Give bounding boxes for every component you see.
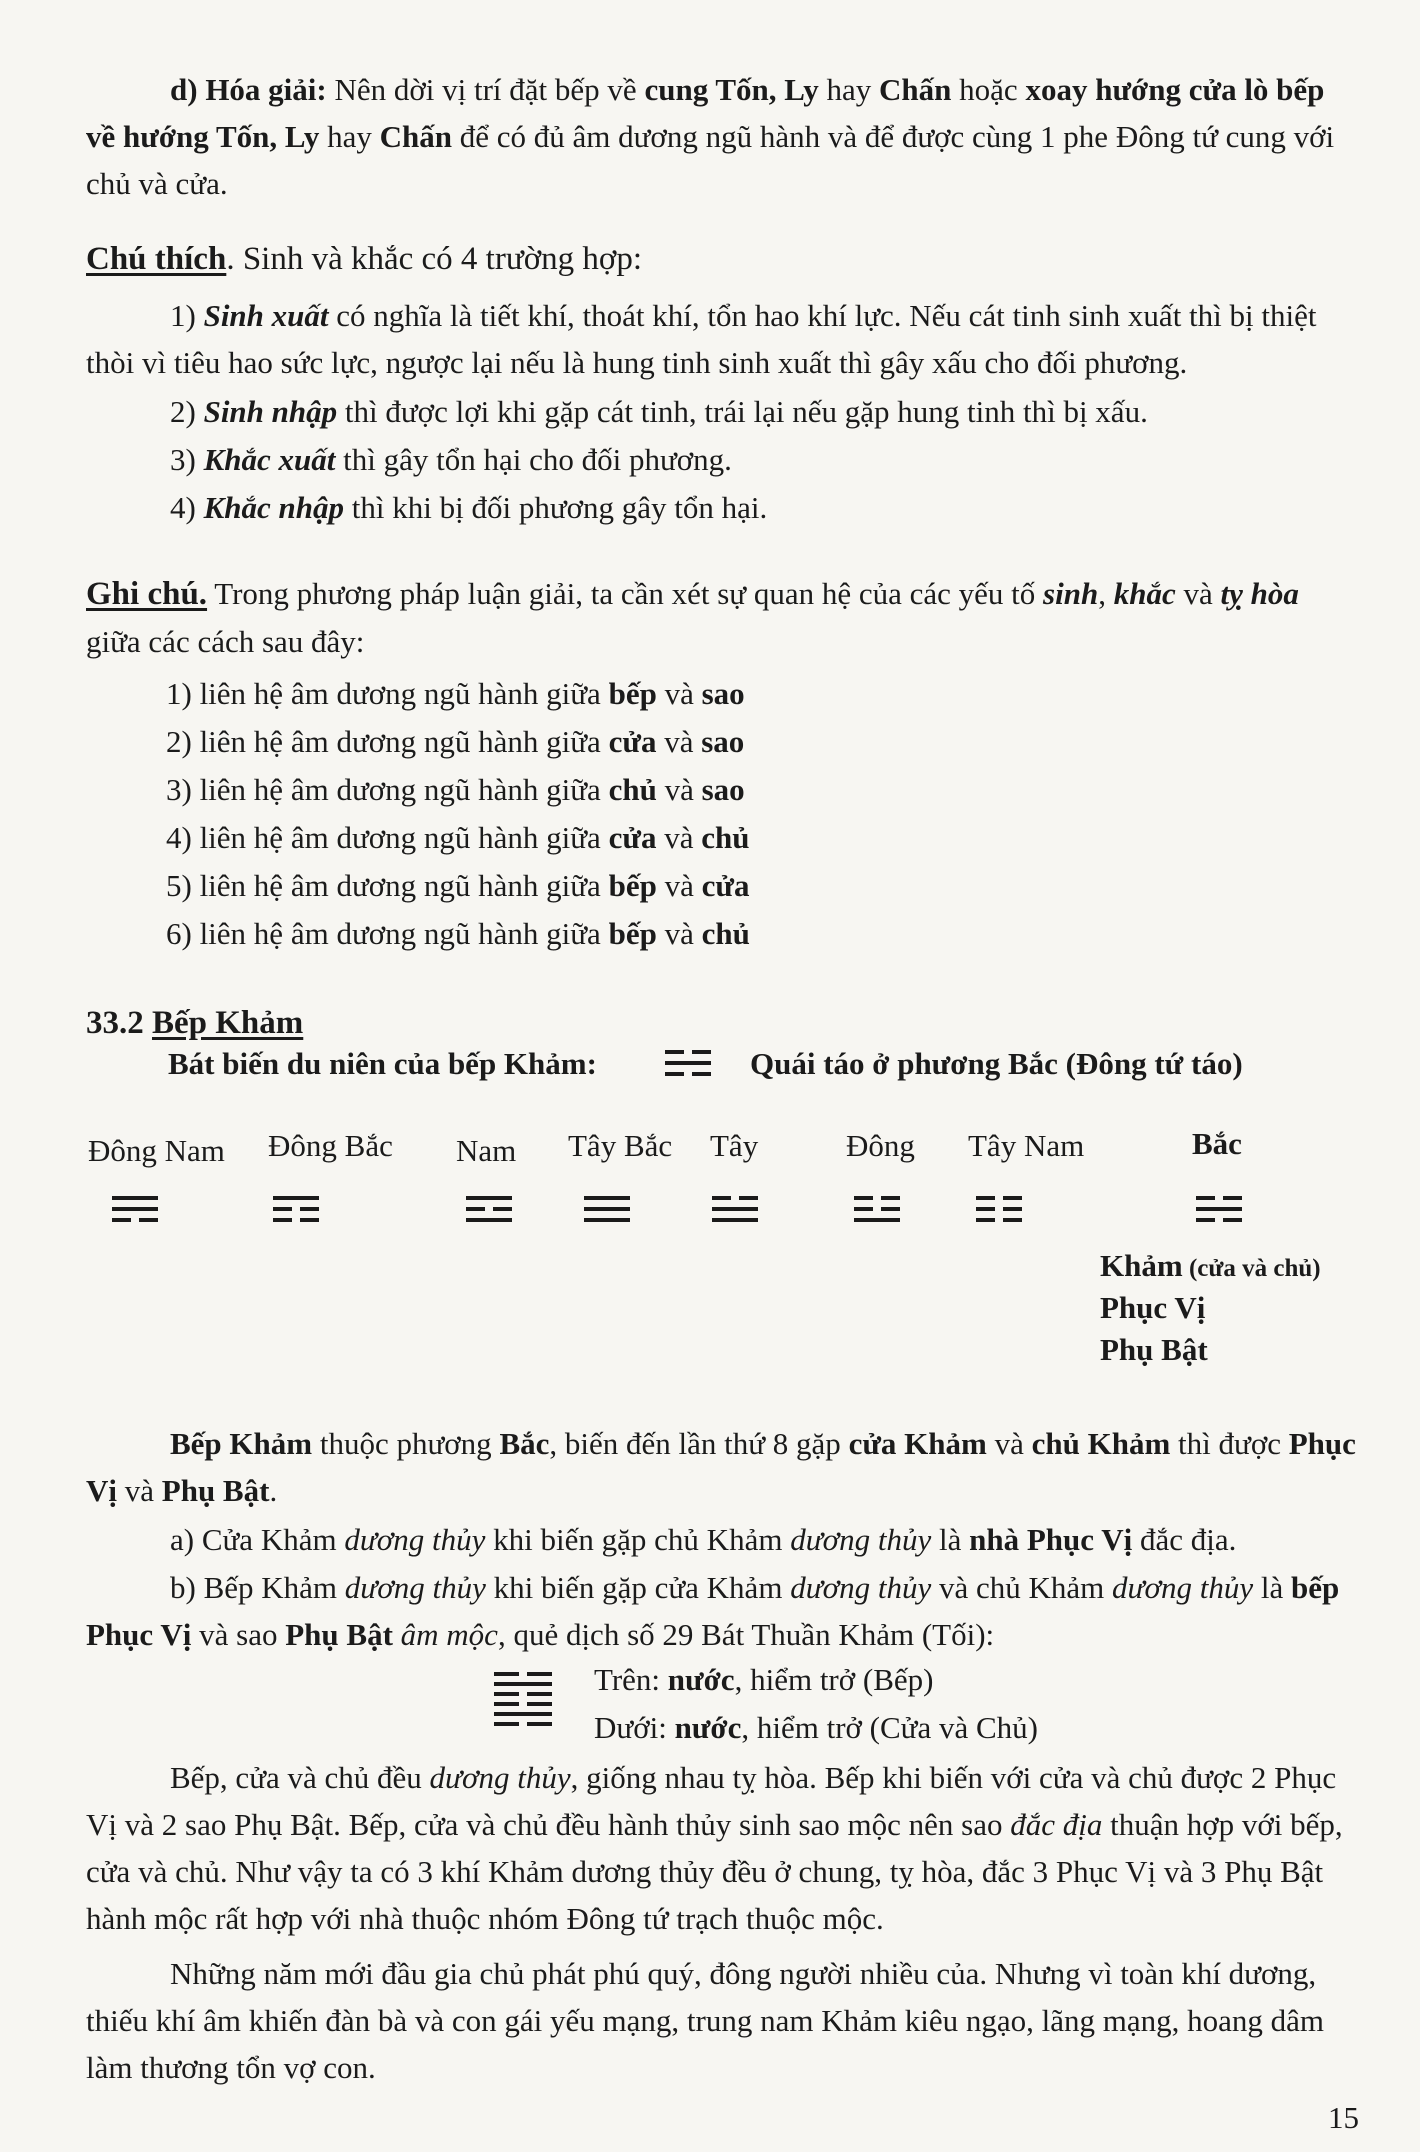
conclusion-paragraph: Những năm mới đầu gia chủ phát phú quý, đông người nhiều của. Nhưng vì toàn khí dương, thiếu khí âm khiến đàn bà và con gái yếu mạng, trung nam Khảm kiêu ngạo, lãng mạng, hoang dâm làm thương tổn vợ con. [86, 1956, 1324, 2085]
text: Bắc [499, 1426, 550, 1461]
text: bếp [608, 676, 657, 711]
direction-label: Tây [710, 1128, 759, 1163]
text: Trên: [594, 1662, 668, 1697]
text: sao [701, 724, 745, 759]
text: thuận hợp với bếp, cửa và chủ. Như vậy ta có 3 khí Khảm dương thủy đều ở chung, tỵ hòa, đắc 3 Phục Vị và 3 Phụ Bật hành mộc rất hợp với nhà thuộc nhóm Đông tứ trạch thuộc mộc. [86, 1807, 1343, 1936]
text: và [656, 676, 702, 711]
text: và sao [191, 1617, 286, 1652]
direction-label: Đông Nam [88, 1133, 225, 1168]
text: Phục Vị [86, 1426, 1356, 1508]
item-a [86, 1516, 1356, 1563]
text: dương thủy [790, 1522, 932, 1557]
text: Khảm [1100, 1248, 1183, 1283]
text: và [656, 820, 702, 855]
hoa-giai-label: d) Hóa giải: [170, 72, 327, 107]
item-b [86, 1564, 1356, 1658]
text: khi biến gặp cửa Khảm [485, 1570, 791, 1605]
text [393, 1617, 401, 1652]
text: Dưới: [594, 1710, 675, 1745]
text: dương thủy [1112, 1570, 1254, 1605]
hexagram-top-label [594, 1660, 933, 1700]
text: tỵ hòa [1220, 576, 1299, 611]
text: khi biến gặp chủ Khảm [485, 1522, 791, 1557]
text: cung Tốn, Ly [644, 72, 819, 107]
text: hay [319, 119, 380, 154]
section-heading [86, 1000, 1356, 1047]
direction-label: Đông Bắc [268, 1128, 393, 1163]
text: sao [701, 676, 745, 711]
text: bếp [608, 868, 657, 903]
text: và [656, 868, 702, 903]
text: , [1098, 576, 1114, 611]
chu-thich-heading [86, 236, 1356, 283]
chu-thich-item-1 [86, 292, 1356, 386]
text: . [269, 1473, 278, 1508]
text: có nghĩa là tiết khí, thoát khí, tổn hao khí lực. Nếu cát tinh sinh xuất thì bị thiệt thòi vì tiêu hao sức lực, ngược lại nếu là hung tinh sinh xuất thì gây xấu cho đối phương. [86, 298, 1317, 380]
ghi-chu-item [86, 718, 1420, 765]
text: 4) liên hệ âm dương ngũ hành giữa [166, 820, 609, 855]
text: và chủ Khảm [931, 1570, 1113, 1605]
bep-khan-paragraph [86, 1420, 1356, 1514]
text: Phụ Bật [1100, 1332, 1208, 1367]
text: là [1253, 1570, 1291, 1605]
chu-thich-item-4 [86, 484, 1356, 531]
text: Bát biến du niên của bếp Khảm: [168, 1046, 597, 1081]
text: thì được [1170, 1426, 1289, 1461]
text: Phục Vị [1100, 1290, 1206, 1325]
text: Bếp, cửa và chủ đều [170, 1760, 430, 1795]
text: , giống nhau tỵ hòa. Bếp khi biến với cửa và chủ được 2 Phục Vị và 2 sao Phụ Bật. Bếp, cửa và chủ đều hành thủy sinh sao mộc nên sao [86, 1760, 1337, 1842]
text: b) Bếp Khảm [170, 1570, 345, 1605]
text: thì được lợi khi gặp cát tinh, trái lại nếu gặp hung tinh thì bị xấu. [337, 394, 1148, 429]
text: chủ Khảm [1031, 1426, 1171, 1461]
text: (cửa và chủ) [1182, 1255, 1321, 1282]
text: đắc địa. [1132, 1522, 1237, 1557]
text: chủ [608, 772, 657, 807]
ghi-chu-title: Ghi chú. [86, 576, 208, 612]
text: thì gây tổn hại cho đối phương. [335, 442, 732, 477]
chu-thich-intro: . Sinh và khắc có 4 trường hợp: [226, 241, 643, 277]
text: Bắc [1192, 1126, 1242, 1161]
term: Khắc xuất [203, 442, 336, 477]
text: và [117, 1473, 162, 1508]
text: chủ [701, 916, 750, 951]
text: , biến đến lần thứ 8 gặp [549, 1426, 849, 1461]
direction-label: Tây Bắc [568, 1128, 673, 1163]
chu-thich-item-3 [86, 436, 1356, 483]
text: 2) liên hệ âm dương ngũ hành giữa [166, 724, 609, 759]
text: là [931, 1522, 970, 1557]
ghi-chu-paragraph [86, 570, 1356, 665]
chu-thich-item-2 [86, 388, 1356, 435]
text: sinh [1043, 576, 1099, 611]
text: cửa [608, 724, 657, 759]
section-number: 33.2 [86, 1005, 152, 1041]
text: khắc [1113, 576, 1176, 611]
text: đắc địa [1010, 1807, 1103, 1842]
term: Khắc nhập [203, 490, 344, 525]
text: 6) liên hệ âm dương ngũ hành giữa [166, 916, 609, 951]
text: Nên dời vị trí đặt bếp về [326, 72, 645, 107]
ghi-chu-item [86, 910, 1420, 957]
text: để có đủ âm dương ngũ hành và để được cùng 1 phe Đông tứ cung với chủ và cửa. [86, 119, 1335, 201]
text: , hiểm trở (Bếp) [734, 1662, 934, 1697]
text: và [656, 724, 702, 759]
direction-label: Nam [456, 1133, 517, 1168]
text: 1) [170, 298, 204, 333]
text: 1) liên hệ âm dương ngũ hành giữa [166, 676, 609, 711]
direction-label: Đông [846, 1128, 915, 1163]
text: cửa [701, 868, 750, 903]
text: dương thủy [790, 1570, 932, 1605]
hexagram-bottom-label [594, 1708, 1038, 1748]
text: Bếp Khảm [170, 1426, 313, 1461]
text: âm mộc [400, 1617, 498, 1652]
section-subtitle-right [750, 1044, 1243, 1084]
text: nhà Phục Vị [969, 1522, 1133, 1557]
text: chủ [701, 820, 750, 855]
section-subtitle-left [168, 1044, 597, 1084]
text: 4) [170, 490, 204, 525]
text: Quái táo ở phương Bắc (Đông tứ táo) [750, 1046, 1243, 1081]
text: thuộc phương [312, 1426, 500, 1461]
text: , quẻ dịch số 29 Bát Thuần Khảm (Tối): [497, 1617, 995, 1652]
text: Trong phương pháp luận giải, ta cần xét sự quan hệ của các yếu tố [207, 576, 1044, 611]
page-number: 15 [1328, 2100, 1359, 2135]
text: và [986, 1426, 1032, 1461]
text: giữa các cách sau đây: [86, 624, 365, 659]
ghi-chu-item [86, 862, 1420, 909]
text: dương thủy [344, 1522, 486, 1557]
text: xoay hướng cửa lò bếp về hướng Tốn, Ly [86, 72, 1325, 154]
text: 3) liên hệ âm dương ngũ hành giữa [166, 772, 609, 807]
text: hoặc [951, 72, 1026, 107]
text: dương thủy [429, 1760, 571, 1795]
text: Chấn [379, 119, 452, 154]
text: nước [667, 1662, 735, 1697]
text: nước [674, 1710, 742, 1745]
hoa-giai-paragraph [86, 66, 1356, 207]
text: Phụ Bật [285, 1617, 393, 1652]
ghi-chu-item [86, 814, 1420, 861]
analysis-paragraph [86, 1754, 1356, 1942]
text: 2) [170, 394, 204, 429]
text: hay [818, 72, 880, 107]
direction-label [1192, 1124, 1242, 1164]
bac-note-phuc-vi [1100, 1288, 1205, 1328]
text: Phụ Bật [161, 1473, 270, 1508]
direction-label: Tây Nam [968, 1128, 1085, 1163]
text: 3) [170, 442, 204, 477]
section-title: Bếp Khảm [152, 1005, 304, 1041]
text: sao [701, 772, 745, 807]
text: 5) liên hệ âm dương ngũ hành giữa [166, 868, 609, 903]
text: dương thủy [344, 1570, 486, 1605]
bac-note-khan [1100, 1246, 1321, 1289]
text: thì khi bị đối phương gây tổn hại. [344, 490, 768, 525]
text: Chấn [879, 72, 952, 107]
ghi-chu-item [86, 670, 1420, 717]
text: bếp [608, 916, 657, 951]
term: Sinh xuất [203, 298, 329, 333]
text: cửa Khảm [848, 1426, 987, 1461]
ghi-chu-item [86, 766, 1420, 813]
term: Sinh nhập [203, 394, 338, 429]
text: và [1175, 576, 1221, 611]
bac-note-phu-bat [1100, 1330, 1208, 1370]
text: bếp Phục Vị [86, 1570, 1340, 1652]
text: a) Cửa Khảm [170, 1522, 345, 1557]
text: và [656, 916, 702, 951]
text: cửa [608, 820, 657, 855]
text: , hiểm trở (Cửa và Chủ) [741, 1710, 1038, 1745]
text: và [656, 772, 702, 807]
chu-thich-title: Chú thích [86, 241, 227, 277]
